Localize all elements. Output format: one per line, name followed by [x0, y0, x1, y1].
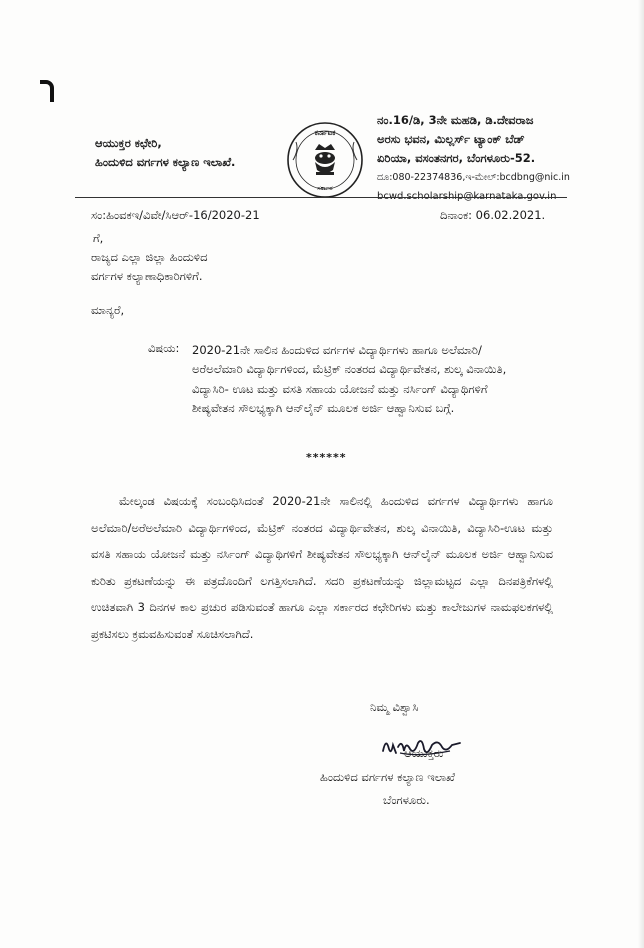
subject-separator: ****** — [306, 451, 347, 464]
recipient-line-2: ವರ್ಗಗಳ ಕಲ್ಯಾಣಾಧಿಕಾರಿಗಳಿಗೆ. — [91, 269, 203, 283]
address-line-1: ನಂ.16/ಡಿ, 3ನೇ ಮಹಡಿ, ಡಿ.ದೇವರಾಜ — [377, 113, 534, 127]
reference-number: ಸಂ:ಹಿಂವಕಇ/ವಿವೇ/ಸಿಆರ್-16/2020-21 — [91, 208, 260, 222]
letter-date: ದಿನಾಂಕ: 06.02.2021. — [440, 208, 546, 222]
recipient-block — [91, 229, 208, 286]
recipient-to: ಗೆ, — [93, 231, 104, 245]
subject-text: 2020-21ನೇ ಸಾಲಿನ ಹಿಂದುಳಿದ ವರ್ಗಗಳ ವಿದ್ಯಾರ್ಥಿಗಳು ಹಾಗೂ ಅಲೆಮಾರಿ/ಅರೆಅಲೆಮಾರಿ ವಿದ್ಯಾರ್ಥಿಗಳಿಂದ, ಮೆಟ್ರಿಕ್ ನಂತರದ ವಿದ್ಯಾರ್ಥಿವೇತನ, ಶುಲ್ಕ ವಿನಾಯಿತಿ, ವಿದ್ಯಾಸಿರಿ- ಊಟ ಮತ್ತು ವಸತಿ ಸಹಾಯ ಯೋಜನೆ ಮತ್ತು ನರ್ಸಿಂಗ್ ವಿದ್ಯಾಥಿಗಳಿಗೆ ಶೀಷ್ಯವೇತನ ಸೌಲಭ್ಯಕ್ಕಾಗಿ ಆನ್‌ಲೈನ್ ಮೂಲಕ ಅರ್ಜಿ ಆಹ್ವಾನಿಸುವ ಬಗ್ಗೆ. — [192, 343, 507, 415]
office-address-block — [377, 111, 570, 206]
staple-mark — [40, 80, 54, 102]
signatory-city: ಬೆಂಗಳೂರು. — [383, 793, 430, 807]
subject-label: ವಿಷಯ: — [148, 341, 180, 355]
contact-line: ದೂ:080-22374836,ಇ-ಮೇಲ್:bcdbng@nic.in — [377, 172, 570, 183]
signatory-department: ಹಿಂದುಳಿದ ವರ್ಗಗಳ ಕಲ್ಯಾಣ ಇಲಾಖೆ — [320, 770, 456, 784]
body-text: ಮೇಲ್ಕಂಡ ವಿಷಯಕ್ಕೆ ಸಂಬಂಧಿಸಿದಂತೆ 2020-21ನೇ ಸಾಲಿನಲ್ಲಿ ಹಿಂದುಳಿದ ವರ್ಗಗಳ ವಿದ್ಯಾರ್ಥಿಗಳು ಹಾಗೂ ಅಲೆಮಾರಿ/ಅರೆಅಲೆಮಾರಿ ವಿದ್ಯಾರ್ಥಿಗಳಿಂದ, ಮೆಟ್ರಿಕ್ ನಂತರದ ವಿದ್ಯಾರ್ಥಿವೇತನ, ಶುಲ್ಕ ವಿನಾಯಿತಿ, ವಿದ್ಯಾಸಿರಿ-ಊಟ ಮತ್ತು ವಸತಿ ಸಹಾಯ ಯೋಜನೆ ಮತ್ತು ನರ್ಸಿಂಗ್ ವಿದ್ಯಾಥಿಗಳಿಗೆ ಶೀಷ್ಯವೇತನ ಸೌಲಭ್ಯಕ್ಕಾಗಿ ಆನ್‌ಲೈನ್ ಮೂಲಕ ಅರ್ಜಿ ಆಹ್ವಾನಿಸುವ ಕುರಿತು ಪ್ರಕಟಣೆಯನ್ನು ಈ ಪತ್ರದೊಂದಿಗೆ ಲಗತ್ತಿಸಲಾಗಿದೆ. ಸದರಿ ಪ್ರಕಟಣೆಯನ್ನು ಜಿಲ್ಲಾಮಟ್ಟದ ಎಲ್ಲಾ ದಿನಪತ್ರಿಕೆಗಳಲ್ಲಿ ಉಚಿತವಾಗಿ 3 ದಿನಗಳ ಕಾಲ ಪ್ರಚುರ ಪಡಿಸುವಂತೆ ಹಾಗೂ ಎಲ್ಲಾ ಸರ್ಕಾರದ ಕಛೇರಿಗಳು ಮತ್ತು ಕಾಲೇಜುಗಳ ನಾಮಫಲಕಗಳಲ್ಲಿ ಪ್ರಕಟಿಸಲು ಕ್ರಮವಹಿಸುವಂತೆ ಸೂಚಿಸಲಾಗಿದೆ. — [91, 494, 553, 641]
department-name: ಹಿಂದುಳಿದ ವರ್ಗಗಳ ಕಲ್ಯಾಣ ಇಲಾಖೆ. — [95, 155, 236, 169]
office-name-block — [95, 134, 235, 172]
scan-edge-shadow — [638, 0, 644, 948]
office-title: ಆಯುಕ್ತರ ಕಛೇರಿ, — [95, 136, 162, 150]
emblem-bottom-text: ಸರ್ಕಾರ — [317, 184, 333, 192]
signatory-designation: ಆಯುಕ್ತರು — [404, 746, 444, 760]
emblem-top-text: ಕರ್ನಾಟಕ — [314, 129, 336, 137]
address-line-3: ಏರಿಯಾ, ವಸಂತನಗರ, ಬೆಂಗಳೂರು-52. — [377, 151, 536, 165]
salutation: ಮಾನ್ಯರೆ, — [91, 303, 125, 317]
recipient-line-1: ರಾಜ್ಯದ ಎಲ್ಲಾ ಜಿಲ್ಲಾ ಹಿಂದುಳಿದ — [91, 250, 208, 264]
scholarship-email: bcwd.scholarship@karnataka.gov.in — [377, 191, 557, 202]
letterhead-divider — [75, 197, 567, 198]
address-line-2: ಅರಸು ಭವನ, ಮಿಲ್ಲರ್ಸ್ ಟ್ಯಾಂಕ್ ಬೆಡ್ — [377, 132, 525, 146]
karnataka-emblem-icon — [285, 120, 365, 200]
body-paragraph — [91, 488, 553, 647]
valediction: ನಿಮ್ಮ ವಿಶ್ವಾಸಿ — [370, 700, 419, 714]
